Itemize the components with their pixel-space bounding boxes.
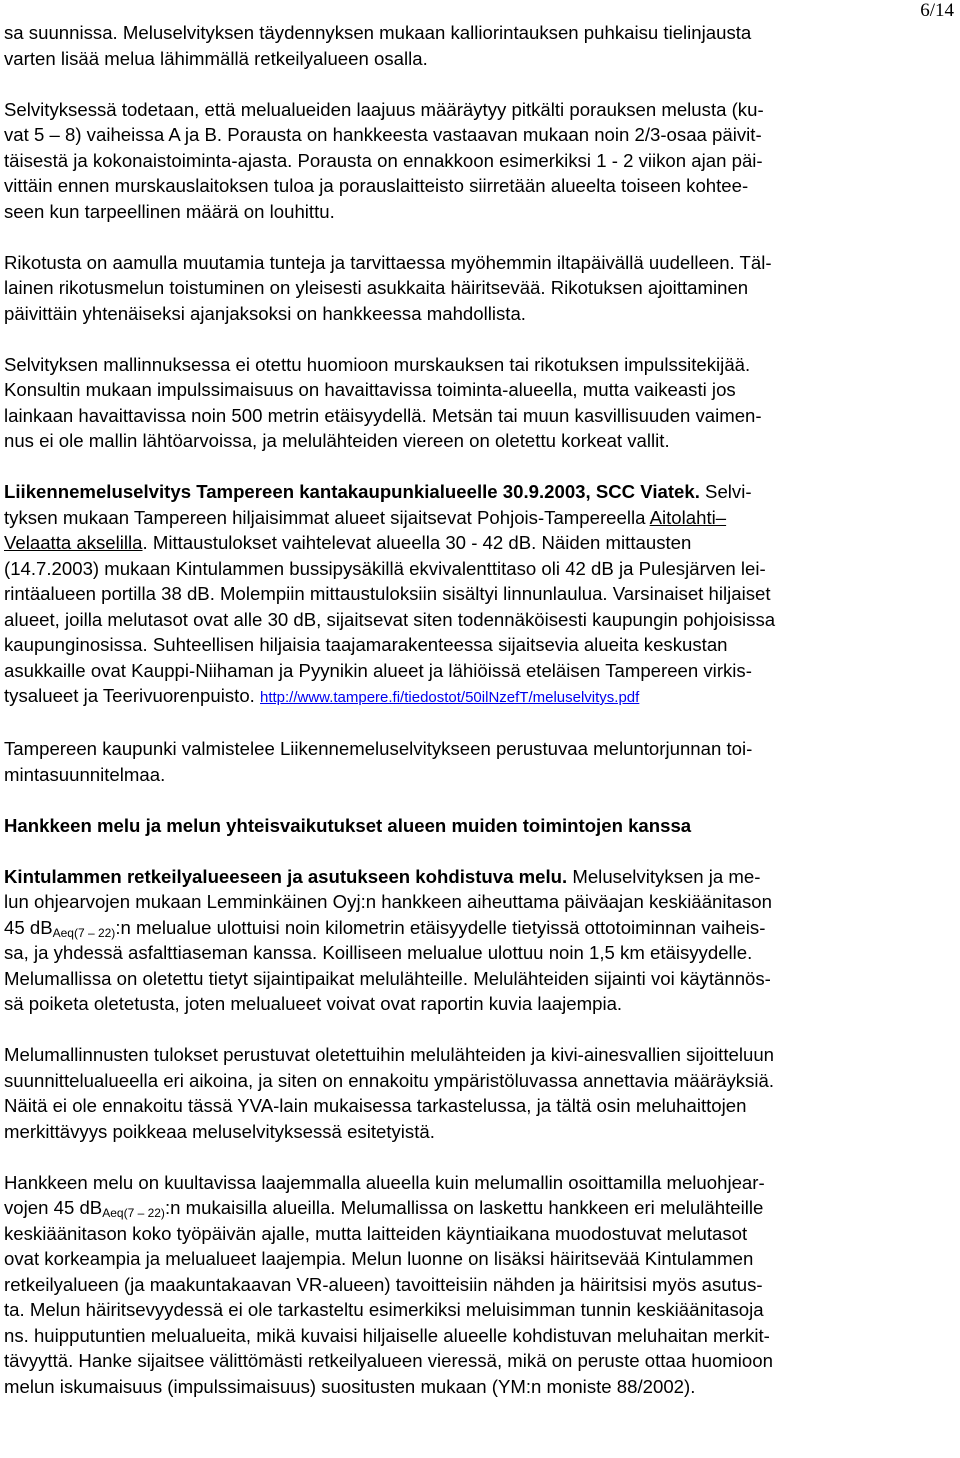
text-span: lainkaan havaittavissa noin 500 metrin etäisyydellä. Metsän tai muun kasvillisuuden vaimen- — [4, 404, 762, 426]
text-span: Meluselvityksen ja me- — [567, 865, 761, 887]
text-line — [4, 505, 952, 531]
text-line — [4, 122, 952, 148]
section-heading: Hankkeen melu ja melun yhteisvaikutukset alueen muiden toimintojen kanssa — [4, 814, 692, 836]
text-line — [4, 1119, 952, 1145]
text-span: vojen 45 dB — [4, 1197, 103, 1218]
text-line — [4, 1348, 952, 1374]
text-span: sa suunnissa. Meluselvityksen täydennyksen mukaan kalliorintauksen puhkaisu tielinjausta — [4, 22, 752, 43]
text-span: . Mittaustulokset vaihtelevat alueella 30 - 42 dB. Näiden mittausten — [142, 532, 692, 553]
text-span: vittäin ennen murskauslaitoksen tuloa ja porauslaitteisto siirretään alueelta toiseen kohtee- — [4, 175, 749, 196]
text-line — [4, 1068, 952, 1094]
underlined-text: Velaatta akselilla — [4, 532, 143, 553]
text-span: kaupunginosissa. Suhteellisen hiljaisia taajamarakenteessa sijaitsevia alueita keskustan — [4, 634, 728, 655]
text-span: tyksen mukaan Tampereen hiljaisimmat alueet sijaitsevat Pohjois-Tampereella — [4, 506, 650, 528]
text-span: melun iskumaisuus (impulssimaisuus) suositusten mukaan (YM:n moniste 88/2002). — [4, 1375, 696, 1397]
subscript: Aeq(7 – 22) — [102, 1206, 165, 1220]
document-body — [4, 20, 952, 1399]
page-number: 6/14 — [920, 0, 954, 21]
text-span: lainen rikotusmelun toistuminen on yleisesti asukkaita häiritsevää. Rikotuksen ajoittaminen — [4, 277, 749, 298]
text-line — [4, 915, 952, 941]
text-span: ns. huipputuntien melualueita, mikä kuvaisi hiljaiselle alueelle kohdistuvan meluhaitan merkit- — [4, 1324, 770, 1346]
text-line — [4, 377, 952, 403]
text-line — [4, 683, 952, 711]
text-line — [4, 352, 952, 378]
text-line — [4, 1170, 952, 1196]
text-line — [4, 275, 952, 301]
text-line — [4, 1042, 952, 1068]
subsection-heading: Kintulammen retkeilyalueeseen ja asutukseen kohdistuva melu. — [4, 865, 568, 887]
text-line — [4, 199, 952, 225]
meluselvitys-pdf-link[interactable]: http://www.tampere.fi/tiedostot/50ilNzefT/meluselvitys.pdf — [260, 689, 640, 706]
text-span: tysalueet ja Teerivuorenpuisto. — [4, 685, 260, 706]
text-span: :n melualue ulottuisi noin kilometrin etäisyydelle tietyissä ottotoiminnan vaiheis- — [115, 916, 766, 938]
text-line — [4, 1246, 952, 1272]
text-line — [4, 301, 952, 327]
text-span: 45 dB — [4, 916, 53, 938]
text-line — [4, 736, 952, 762]
text-span: Selvi- — [699, 481, 752, 502]
text-span: asukkaille ovat Kauppi-Niihaman ja Pyynikin alueet ja lähiöissä eteläisen Tampereen virkis- — [4, 659, 752, 681]
text-span: tävyyttä. Hanke sijaitsee välittömästi retkeilyalueen vieressä, mikä on peruste ottaa huomioon — [4, 1350, 773, 1371]
text-line — [4, 479, 952, 505]
text-span: suunnittelualueella eri aikoina, ja siten on ennakoitu ympäristöluvassa annettavia määräyksiä. — [4, 1069, 775, 1091]
text-span: päivittäin yhtenäiseksi ajanjaksoksi on hankkeessa mahdollista. — [4, 302, 526, 324]
text-line — [4, 762, 952, 788]
text-line — [4, 97, 952, 123]
subscript: Aeq(7 – 22) — [52, 925, 116, 940]
text-line — [4, 991, 952, 1017]
text-line — [4, 1093, 952, 1119]
text-line — [4, 966, 952, 992]
text-span: Näitä ei ole ennakoitu tässä YVA-lain mukaisessa tarkastelussa, ja tältä osin meluhaittojen — [4, 1095, 747, 1116]
text-line — [4, 20, 952, 46]
text-span: merkittävyys poikkeaa meluselvityksessä esitetyistä. — [4, 1120, 435, 1142]
report-heading: Liikennemeluselvitys Tampereen kantakaupunkialueelle 30.9.2003, SCC Viatek. — [4, 481, 700, 502]
text-span: retkeilyalueen (ja maakuntakaavan VR-alueen) tavoitteisiin nähden ja häiritsisi myös asutus- — [4, 1273, 763, 1295]
text-line — [4, 1195, 952, 1221]
text-span: Hankkeen melu on kuultavissa laajemmalla alueella kuin melumallin osoittamilla meluohjear- — [4, 1171, 765, 1193]
text-span: sä poiketa oletetusta, joten melualueet voivat ovat raportin kuvia laajempia. — [4, 993, 623, 1014]
text-line — [4, 428, 952, 454]
text-line — [4, 1297, 952, 1323]
text-line — [4, 250, 952, 276]
text-span: Konsultin mukaan impulssimaisuus on havaittavissa toiminta-alueella, mutta vaikeasti jos — [4, 379, 736, 400]
text-span: Melumallinnusten tulokset perustuvat oletettuihin melulähteiden ja kivi-ainesvallien sijoitteluun — [4, 1044, 775, 1065]
text-line — [4, 632, 952, 658]
text-span: sa, ja yhdessä asfalttiaseman kanssa. Koilliseen melualue ulottuu noin 1,5 km etäisyydelle. — [4, 942, 753, 963]
text-span: nus ei ole mallin lähtöarvoissa, ja melulähteiden viereen on oletettu korkeat vallit. — [4, 430, 670, 451]
text-span: täisestä ja kokonaistoiminta-ajasta. Porausta on ennakkoon esimerkiksi 1 - 2 viikon ajan päi- — [4, 149, 763, 171]
text-line — [4, 173, 952, 199]
text-line — [4, 46, 952, 72]
text-line — [4, 148, 952, 174]
text-line — [4, 1272, 952, 1298]
text-span: Melumallissa on oletettu tietyt sijaintipaikat melulähteille. Melulähteiden sijainti voi käytännös- — [4, 967, 771, 989]
text-line — [4, 889, 952, 915]
text-line — [4, 658, 952, 684]
text-span: alueet, joilla melutasot ovat alle 30 dB, sijaitsevat siten todennäköisesti kaupungin pohjoisissa — [4, 608, 776, 630]
text-span: Tampereen kaupunki valmistelee Liikennemeluselvitykseen perustuvaa meluntorjunnan toi- — [4, 738, 753, 759]
text-span: :n mukaisilla alueilla. Melumallissa on laskettu hankkeen eri melulähteille — [164, 1197, 764, 1218]
text-line — [4, 1221, 952, 1247]
text-span: keskiäänitason koko työpäivän ajalle, mutta laitteiden käyntiaikana muodostuvat melutasot — [4, 1222, 748, 1244]
text-line — [4, 530, 952, 556]
text-line — [4, 403, 952, 429]
text-span: vat 5 – 8) vaiheissa A ja B. Porausta on hankkeesta vastaavan mukaan noin 2/3-osaa päivit- — [4, 124, 762, 145]
underlined-text: Aitolahti– — [649, 506, 727, 528]
text-line — [4, 940, 952, 966]
text-line — [4, 556, 952, 582]
text-span: Selvityksen mallinnuksessa ei otettu huomioon murskauksen tai rikotuksen impulssitekijää. — [4, 353, 751, 375]
text-span: (14.7.2003) mukaan Kintulammen bussipysäkillä ekvivalenttitaso oli 42 dB ja Pulesjärven lei- — [4, 557, 766, 579]
text-line — [4, 581, 952, 607]
text-span: lun ohjearvojen mukaan Lemminkäinen Oyj:n hankkeen aiheuttama päiväajan keskiäänitason — [4, 891, 772, 912]
text-span: seen kun tarpeellinen määrä on louhittu. — [4, 200, 335, 222]
text-line — [4, 1374, 952, 1400]
text-line — [4, 864, 952, 890]
text-line — [4, 1323, 952, 1349]
text-span: rintäalueen portilla 38 dB. Molempiin mittaustuloksiin sisältyi linnunlaulua. Varsinaiset hiljaiset — [4, 583, 771, 604]
text-line — [4, 607, 952, 633]
text-line — [4, 813, 952, 839]
text-span: Rikotusta on aamulla muutamia tunteja ja tarvittaessa myöhemmin iltapäivällä uudelleen. Täl- — [4, 251, 772, 273]
text-span: mintasuunnitelmaa. — [4, 763, 166, 785]
text-span: ovat korkeampia ja melualueet laajempia. Melun luonne on lisäksi häiritsevää Kintulammen — [4, 1248, 754, 1269]
text-span: ta. Melun häiritsevyydessä ei ole tarkasteltu esimerkiksi meluisimman tunnin keskiäänitasoja — [4, 1299, 764, 1320]
text-span: Selvityksessä todetaan, että melualueiden laajuus määräytyy pitkälti porauksen melusta (ku- — [4, 98, 764, 120]
text-span: varten lisää melua lähimmällä retkeilyalueen osalla. — [4, 47, 428, 69]
